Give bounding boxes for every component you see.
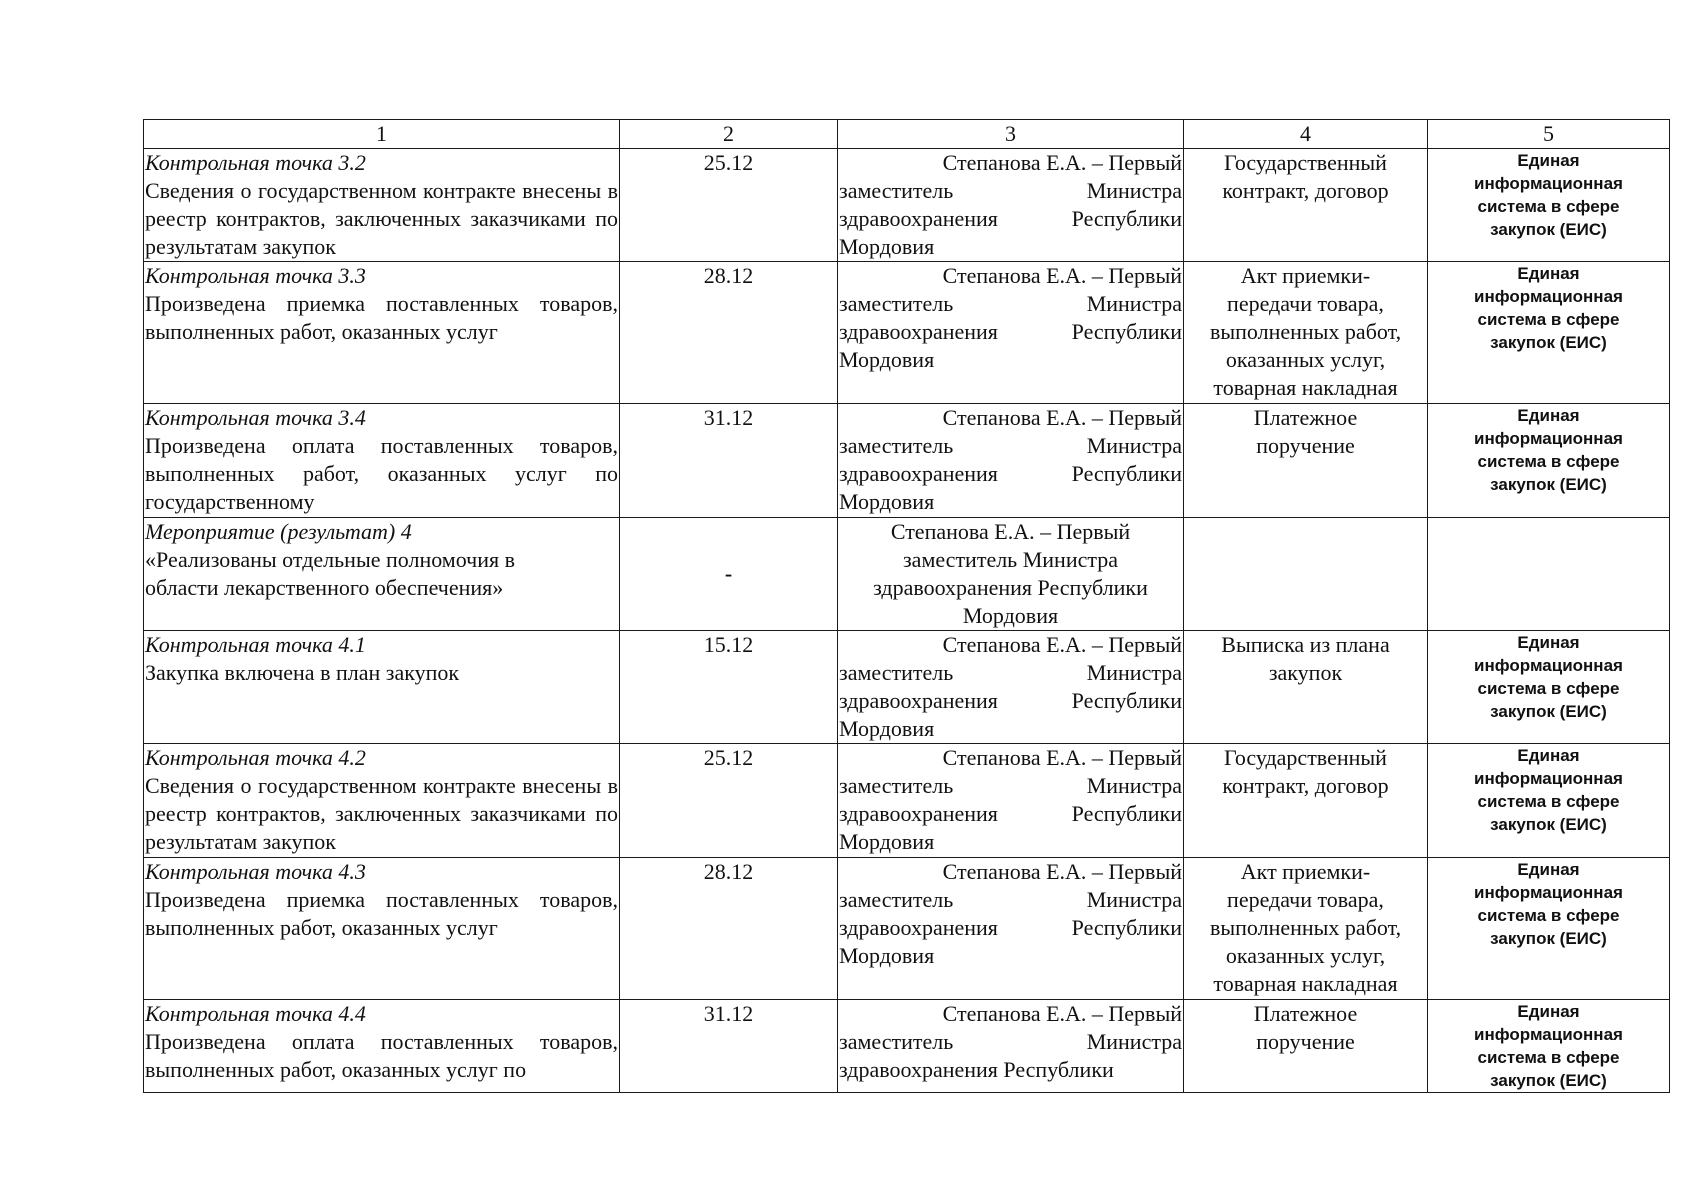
- deadline-cell: 31.12: [620, 404, 838, 518]
- responsible-name: Степанова Е.А. – Первый: [942, 405, 1182, 430]
- event-cell: [144, 631, 620, 744]
- control-point-description: Закупка включена в план закупок: [145, 660, 460, 685]
- control-point-description: Произведена оплата поставленных товаров, выполненных работ, оказанных услуг по: [145, 1029, 618, 1082]
- event-description: «Реализованы отдельные полномочия в области лекарственного обеспечения»: [145, 547, 516, 600]
- info-system-cell: [1428, 518, 1670, 631]
- responsible-name: Степанова Е.А. – Первый: [942, 859, 1182, 884]
- table-row: [144, 262, 1670, 404]
- document-cell: Акт приемки- передачи товара, выполненных работ, оказанных услуг, товарная накладная: [1184, 262, 1428, 404]
- document-cell: [1184, 518, 1428, 631]
- table-row: [144, 404, 1670, 518]
- table-row: [144, 518, 1670, 631]
- responsible-position: заместитель Министра здравоохранения Республики Мордовия: [839, 178, 1182, 259]
- info-system-cell: Единая информационная система в сфере закупок (ЕИС): [1428, 858, 1670, 1000]
- control-point-title: Контрольная точка 4.2: [145, 745, 366, 770]
- column-number-2: 2: [620, 120, 838, 149]
- column-number-4: 4: [1184, 120, 1428, 149]
- table-row: [144, 149, 1670, 262]
- control-point-title: Контрольная точка 4.4: [145, 1001, 366, 1026]
- info-system-cell: Единая информационная система в сфере закупок (ЕИС): [1428, 744, 1670, 858]
- deadline-cell: 25.12: [620, 744, 838, 858]
- column-number-1: 1: [144, 120, 620, 149]
- document-cell: Выписка из плана закупок: [1184, 631, 1428, 744]
- column-number-3: 3: [838, 120, 1184, 149]
- event-cell: [144, 744, 620, 858]
- event-cell: [144, 858, 620, 1000]
- responsible-position: заместитель Министра здравоохранения Республики: [839, 1029, 1182, 1082]
- info-system-cell: Единая информационная система в сфере закупок (ЕИС): [1428, 631, 1670, 744]
- responsible-position: заместитель Министра здравоохранения Республики Мордовия: [839, 887, 1182, 968]
- control-point-description: Произведена приемка поставленных товаров, выполненных работ, оказанных услуг: [145, 291, 618, 344]
- responsible-cell: [838, 1000, 1184, 1093]
- table-row: [144, 631, 1670, 744]
- info-system-cell: Единая информационная система в сфере закупок (ЕИС): [1428, 149, 1670, 262]
- table-row: [144, 858, 1670, 1000]
- responsible-name: Степанова Е.А. – Первый: [942, 263, 1182, 288]
- deadline-cell: 31.12: [620, 1000, 838, 1093]
- deadline-cell: 28.12: [620, 858, 838, 1000]
- table-row: [144, 744, 1670, 858]
- deadline-cell: 15.12: [620, 631, 838, 744]
- info-system-cell: Единая информационная система в сфере закупок (ЕИС): [1428, 1000, 1670, 1093]
- control-point-description: Произведена оплата поставленных товаров, выполненных работ, оказанных услуг по государственному: [145, 433, 618, 514]
- control-point-description: Сведения о государственном контракте внесены в реестр контрактов, заключенных заказчиками по результатам закупок: [145, 773, 618, 854]
- deadline-cell: 25.12: [620, 149, 838, 262]
- event-cell: [144, 518, 620, 631]
- event-cell: [144, 1000, 620, 1093]
- deadline-cell: 28.12: [620, 262, 838, 404]
- control-point-description: Произведена приемка поставленных товаров, выполненных работ, оказанных услуг: [145, 887, 618, 940]
- responsible-position: заместитель Министра здравоохранения Республики Мордовия: [839, 773, 1182, 854]
- responsible-cell: [838, 149, 1184, 262]
- responsible-cell: [838, 262, 1184, 404]
- control-point-title: Контрольная точка 4.3: [145, 859, 366, 884]
- responsible-cell: [838, 631, 1184, 744]
- responsible-name: Степанова Е.А. – Первый: [942, 1001, 1182, 1026]
- responsible-cell: [838, 404, 1184, 518]
- info-system-cell: Единая информационная система в сфере закупок (ЕИС): [1428, 262, 1670, 404]
- event-cell: [144, 262, 620, 404]
- document-cell: Платежное поручение: [1184, 404, 1428, 518]
- control-point-title: Контрольная точка 3.2: [145, 150, 366, 175]
- responsible-cell: Степанова Е.А. – Первый заместитель Министра здравоохранения Республики Мордовия: [838, 518, 1184, 631]
- responsible-name: Степанова Е.А. – Первый: [942, 632, 1182, 657]
- control-point-title: Контрольная точка 4.1: [145, 632, 366, 657]
- control-point-title: Контрольная точка 3.4: [145, 405, 366, 430]
- table-row: [144, 1000, 1670, 1093]
- responsible-position: заместитель Министра здравоохранения Республики Мордовия: [839, 291, 1182, 372]
- event-cell: [144, 149, 620, 262]
- control-points-table: [143, 119, 1670, 1093]
- document-cell: Государственный контракт, договор: [1184, 149, 1428, 262]
- document-cell: Платежное поручение: [1184, 1000, 1428, 1093]
- event-title: Мероприятие (результат) 4: [145, 519, 412, 544]
- document-cell: Государственный контракт, договор: [1184, 744, 1428, 858]
- responsible-name: Степанова Е.А. – Первый: [942, 150, 1182, 175]
- column-number-5: 5: [1428, 120, 1670, 149]
- deadline-cell: -: [620, 518, 838, 631]
- responsible-position: заместитель Министра здравоохранения Республики Мордовия: [839, 433, 1182, 514]
- column-number-row: [144, 120, 1670, 149]
- responsible-position: заместитель Министра здравоохранения Республики Мордовия: [839, 660, 1182, 741]
- info-system-cell: Единая информационная система в сфере закупок (ЕИС): [1428, 404, 1670, 518]
- event-cell: [144, 404, 620, 518]
- responsible-name: Степанова Е.А. – Первый: [942, 745, 1182, 770]
- control-point-title: Контрольная точка 3.3: [145, 263, 366, 288]
- control-point-description: Сведения о государственном контракте внесены в реестр контрактов, заключенных заказчиками по результатам закупок: [145, 178, 618, 259]
- document-cell: Акт приемки- передачи товара, выполненных работ, оказанных услуг, товарная накладная: [1184, 858, 1428, 1000]
- responsible-cell: [838, 744, 1184, 858]
- responsible-cell: [838, 858, 1184, 1000]
